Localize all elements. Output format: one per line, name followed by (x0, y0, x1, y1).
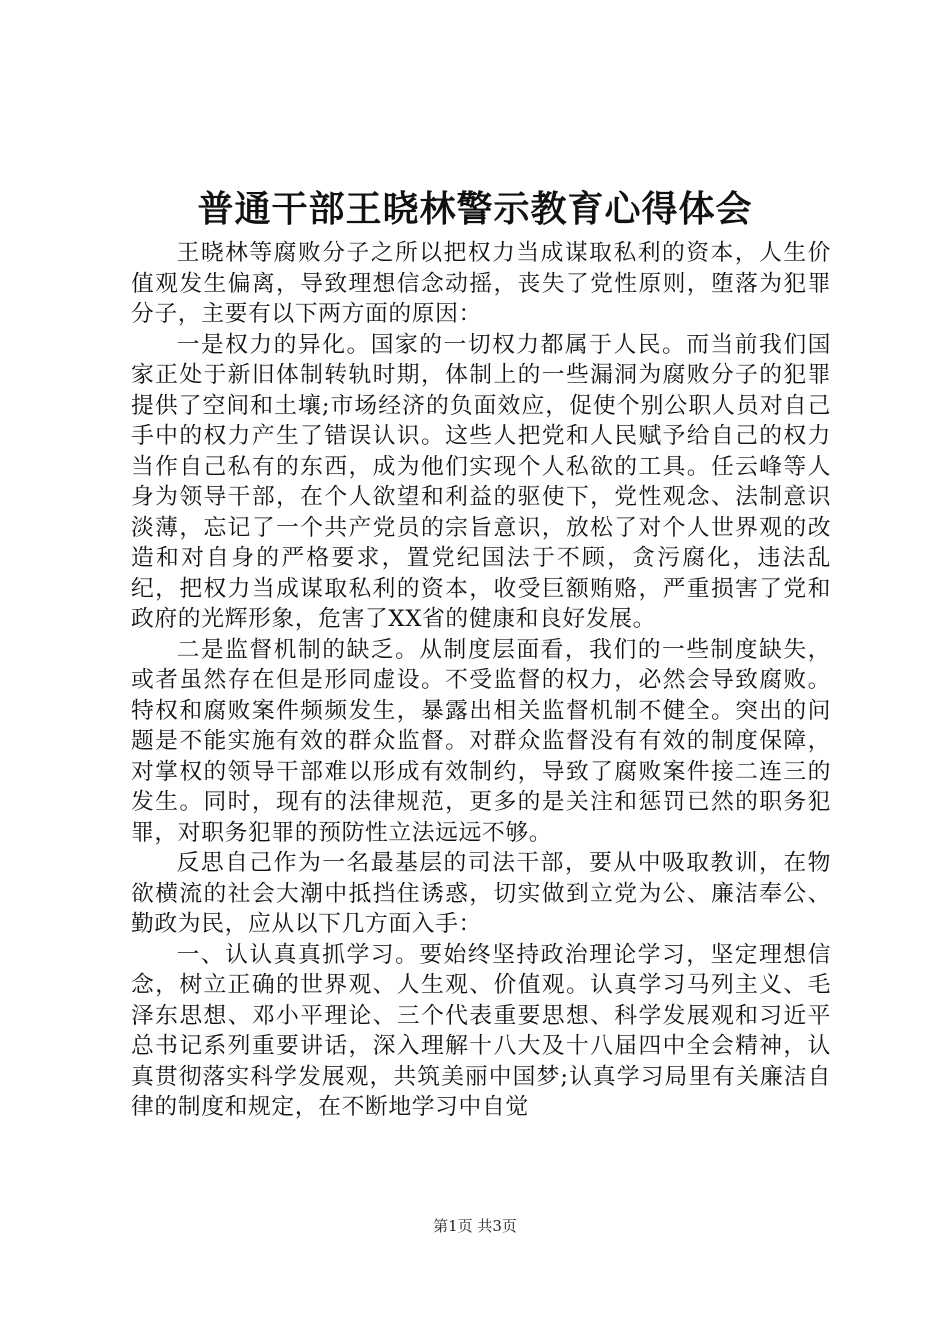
page-footer: 第1页 共3页 (433, 1217, 517, 1235)
paragraph-lack-of-supervision: 二是监督机制的缺乏。从制度层面看，我们的一些制度缺失，或者虽然存在但是形同虚设。不受监督的权力，必然会导致腐败。特权和腐败案件频频发生，暴露出相关监督机制不健全。突出的问题是不能实施有效的群众监督。对群众监督没有有效的制度保障，对掌权的领导干部难以形成有效制约，导致了腐败案件接二连三的发生。同时，现有的法律规范，更多的是关注和惩罚已然的职务犯罪，对职务犯罪的预防性立法远远不够。 (131, 636, 831, 846)
paragraph-reflection: 反思自己作为一名最基层的司法干部，要从中吸取教训，在物欲横流的社会大潮中抵挡住诱惑，切实做到立党为公、廉洁奉公、勤政为民，应从以下几方面入手： (131, 850, 831, 937)
paragraph-power-alienation: 一是权力的异化。国家的一切权力都属于人民。而当前我们国家正处于新旧体制转轨时期，体制上的一些漏洞为腐败分子的犯罪提供了空间和土壤;市场经济的负面效应，促使个别公职人员对自己手中的权力产生了错误认识。这些人把党和人民赋予给自己的权力当作自己私有的东西，成为他们实现个人私欲的工具。任云峰等人身为领导干部，在个人欲望和利益的驱使下，党性观念、法制意识淡薄，忘记了一个共产党员的宗旨意识，放松了对个人世界观的改造和对自身的严格要求，置党纪国法于不顾，贪污腐化，违法乱纪，把权力当成谋取私利的资本，收受巨额贿赂，严重损害了党和政府的光辉形象，危害了XX省的健康和良好发展。 (131, 331, 831, 632)
paragraph-study: 一、认认真真抓学习。要始终坚持政治理论学习，坚定理想信念，树立正确的世界观、人生观、价值观。认真学习马列主义、毛泽东思想、邓小平理论、三个代表重要思想、科学发展观和习近平总书记系列重要讲话，深入理解十八大及十八届四中全会精神，认真贯彻落实科学发展观，共筑美丽中国梦;认真学习局里有关廉洁自律的制度和规定，在不断地学习中自觉 (131, 941, 831, 1120)
paragraph-intro: 王晓林等腐败分子之所以把权力当成谋取私利的资本，人生价值观发生偏离，导致理想信念动摇，丧失了党性原则，堕落为犯罪分子，主要有以下两方面的原因： (131, 240, 831, 327)
document-body (131, 238, 831, 1123)
document-title: 普通干部王晓林警示教育心得体会 (197, 189, 753, 230)
